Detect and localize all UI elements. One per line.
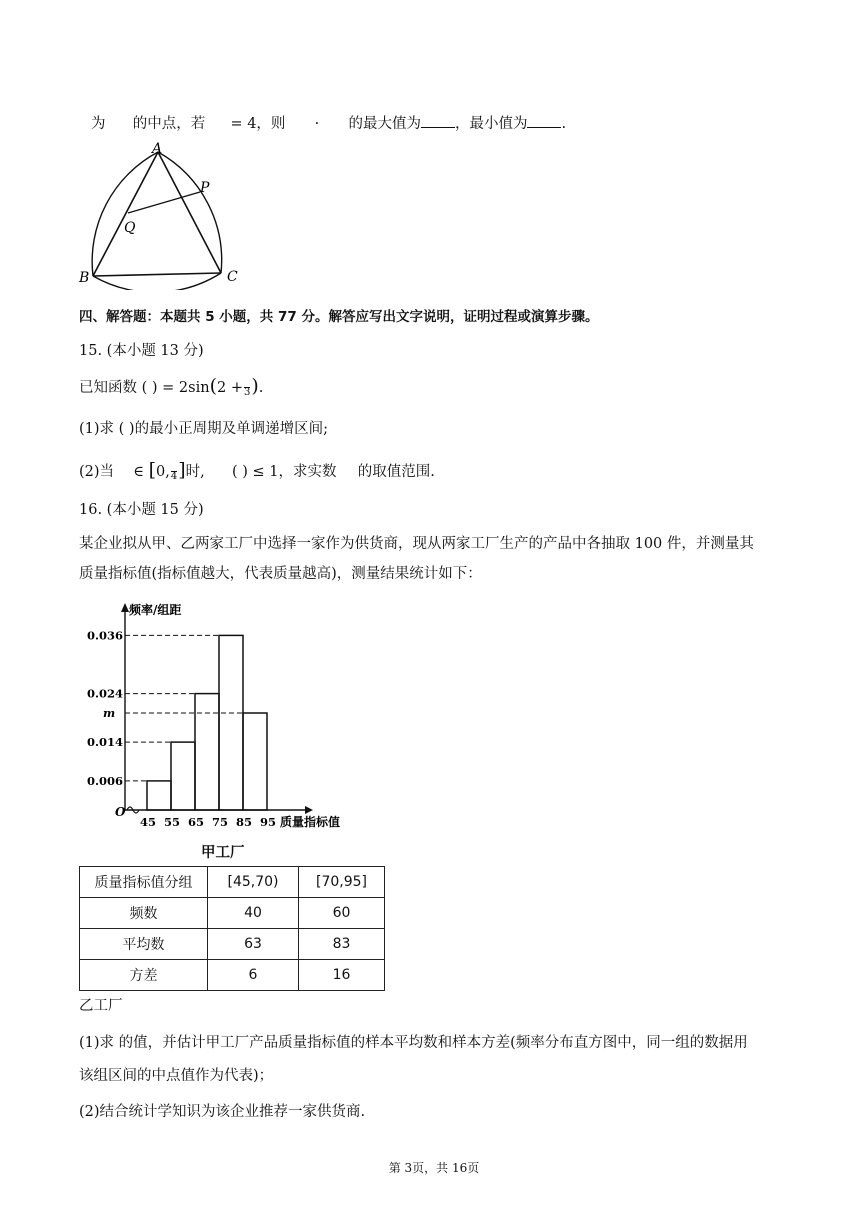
factory-b-table [79,866,385,991]
origin-label: O [115,805,126,819]
table-cell: 方差 [80,960,208,991]
q15-part1: (1)求 ( )的最小正周期及单调递增区间; [79,421,328,437]
y-tick-label: 0.036 [87,628,124,643]
q15-func-end: . [258,380,264,396]
q15-function: 已知函数 ( ) = 2sin(2 + 3 ). [79,375,264,398]
table-cell: 63 [208,929,299,960]
x-tick-label: 95 [260,815,277,829]
x-tick-label: 65 [188,815,205,829]
table-cell: 16 [299,960,385,991]
segment-pq [128,192,200,213]
table-cell: 质量指标值分组 [80,867,208,898]
y-tick-label: 0.024 [87,686,124,701]
q15-header: 15. (本小题 13 分) [79,343,204,359]
q16-part1-line2: 该组区间的中点值作为代表)； [79,1068,274,1084]
table-row [80,867,385,898]
y-tick-label: m [103,706,116,720]
label-c: C [227,269,238,285]
table-cell: 6 [208,960,299,991]
q15-func-inner: 2 + [216,380,243,396]
q15-func-eq: = 2sin [162,380,210,396]
q15-part2-b: ∈ [133,464,144,480]
q16-intro-line1: 某企业拟从甲、乙两家工厂中选择一家作为供货商，现从两家工厂生产的产品中各抽取 100 件，并测量其 [79,536,754,552]
y-tick-label: 0.006 [87,773,124,788]
table-cell: 60 [299,898,385,929]
q14-text-3: = 4，则 [230,116,286,132]
q14-text-6: ，最小值为 [454,116,528,132]
q16-part1-line1: (1)求 的值，并估计甲工厂产品质量指标值的样本平均数和样本方差(频率分布直方图中，同一组的数据用 [79,1035,748,1051]
q15-interval-left: 0, [156,464,170,480]
q15-part2: (2)当 ∈ [0, 4 ]时, ( ) ≤ 1，求实数 的取值范围. [79,459,435,482]
x-tick-label: 85 [236,815,253,829]
table-row [80,960,385,991]
x-tick-label: 75 [212,815,229,829]
table-cell: 40 [208,898,299,929]
q14-text-4: · [314,116,320,132]
q15-func-paren: ( ) [141,380,158,396]
chart-caption: 甲工厂 [201,845,245,861]
q14-text-5: 的最大值为 [348,116,421,132]
table-caption: 乙工厂 [79,998,123,1014]
page-footer: 第 3页，共 16页 [388,1161,480,1175]
histogram-bar [171,742,195,810]
x-tick-label: 55 [164,815,181,829]
histogram-bar [147,781,171,810]
x-axis-label: 质量指标值 [280,815,341,829]
frequency-histogram [80,598,350,838]
histogram-bar [219,635,243,810]
q14-text-7: . [561,116,567,132]
q15-part2-fraction: 4 [171,462,177,482]
x-axis-arrow [305,806,313,814]
q15-part2-c: 时, [185,464,205,480]
q15-fraction: 3 [244,378,250,398]
table-row [80,898,385,929]
table-row [80,929,385,960]
q15-part2-d: ( ) ≤ 1，求实数 [232,464,337,480]
q16-intro-line2: 质量指标值(指标值越大，代表质量越高)，测量结果统计如下： [79,566,482,582]
label-b: B [79,270,90,286]
y-axis-arrow [121,603,129,612]
q15-part2-a: (2)当 [79,464,115,480]
q14-text-1: 为 [91,116,106,132]
label-p: P [200,180,210,196]
segment-bc [93,273,221,276]
histogram-bar [195,694,219,810]
segment-ab [93,152,158,276]
q16-part2: (2)结合统计学知识为该企业推荐一家供货商. [79,1104,366,1120]
table-cell: 83 [299,929,385,960]
q16-header: 16. (本小题 15 分) [79,502,204,518]
q14-blank-min [527,113,561,128]
table-cell: 平均数 [80,929,208,960]
table-cell: [70,95] [299,867,385,898]
y-axis-label: 频率/组距 [129,603,182,617]
reuleaux-triangle-figure [76,140,246,290]
q15-part2-e: 的取值范围. [357,464,435,480]
label-a: A [152,141,163,157]
table-cell: 频数 [80,898,208,929]
q14-line [91,113,566,134]
label-q: Q [124,220,136,236]
y-tick-label: 0.014 [87,735,124,750]
q14-blank-max [421,113,455,128]
q15-func-prefix: 已知函数 [79,380,137,396]
section-heading: 四、解答题：本题共 5 小题，共 77 分。解答应写出文字说明，证明过程或演算步骤。 [79,309,599,325]
histogram-bar [243,713,267,810]
table-cell: [45,70) [208,867,299,898]
q14-text-2: 的中点，若 [132,116,206,132]
x-tick-label: 45 [140,815,157,829]
